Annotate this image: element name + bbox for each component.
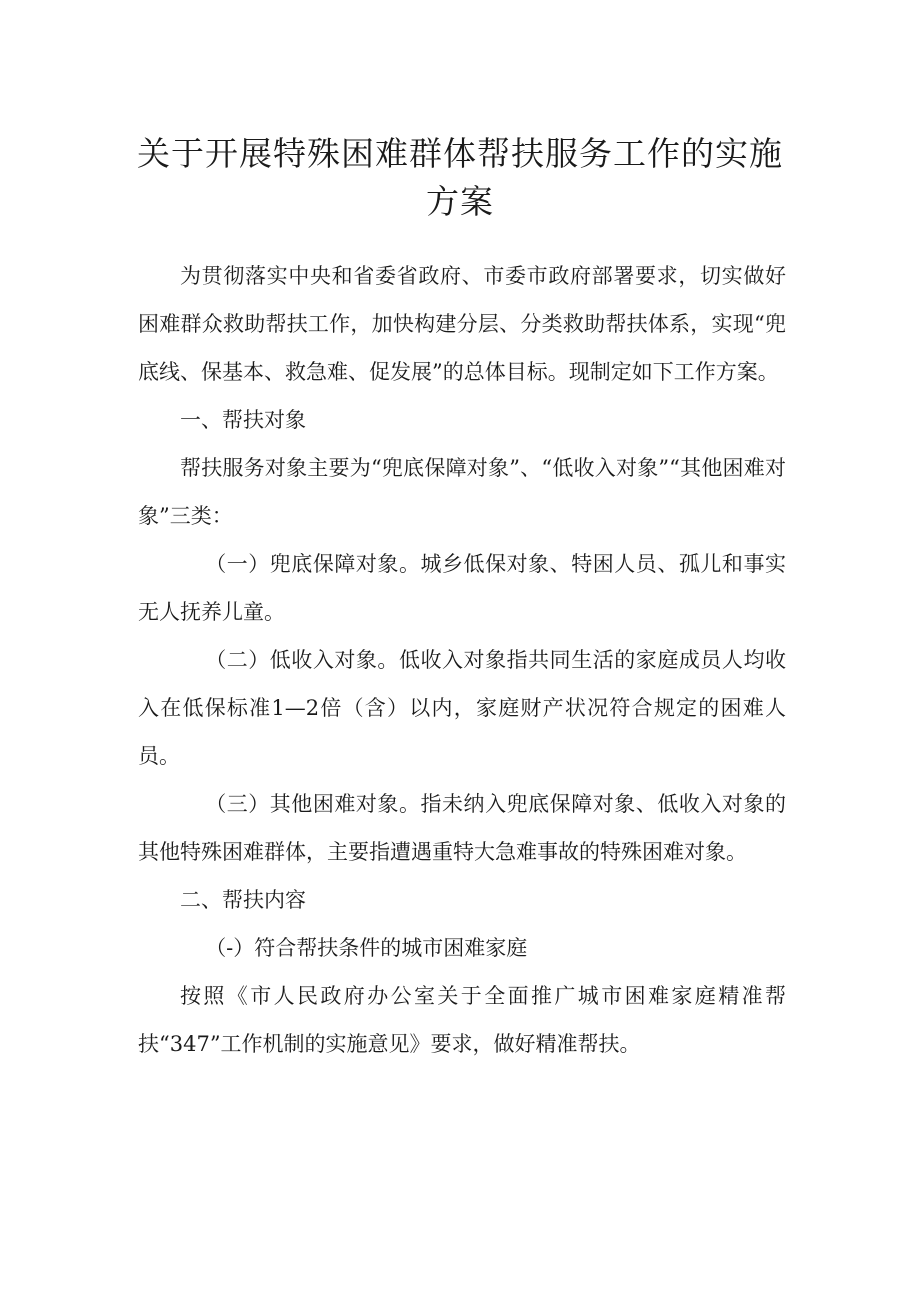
targets-paragraph: 帮扶服务对象主要为“兜底保障对象”、“低收入对象”“其他困难对象”三类： xyxy=(138,456,786,528)
content-subheading-1: （-）符合帮扶条件的城市困难家庭 xyxy=(205,936,528,960)
document-title: 关于开展特殊困难群体帮扶服务工作的实施方案 xyxy=(137,134,783,222)
target-item-1: （一）兜底保障对象。城乡低保对象、特困人员、孤儿和事实无人抚养儿童。 xyxy=(138,552,786,624)
content-paragraph-1: 按照《市人民政府办公室关于全面推广城市困难家庭精准帮扶“347”工作机制的实施意见》要求，做好精准帮扶。 xyxy=(138,984,786,1056)
section-heading-targets: 一、帮扶对象 xyxy=(180,408,306,432)
target-item-3: （三）其他困难对象。指未纳入兜底保障对象、低收入对象的其他特殊困难群体，主要指遭遇重特大急难事故的特殊困难对象。 xyxy=(138,792,786,864)
intro-paragraph: 为贯彻落实中央和省委省政府、市委市政府部署要求，切实做好困难群众救助帮扶工作，加快构建分层、分类救助帮扶体系，实现“兜底线、保基本、救急难、促发展”的总体目标。现制定如下工作方案。 xyxy=(138,264,786,384)
target-item-2: （二）低收入对象。低收入对象指共同生活的家庭成员人均收入在低保标准1—2倍（含）以内，家庭财产状况符合规定的困难人员。 xyxy=(138,648,786,768)
section-heading-content: 二、帮扶内容 xyxy=(180,888,306,912)
document-body xyxy=(138,252,786,1068)
